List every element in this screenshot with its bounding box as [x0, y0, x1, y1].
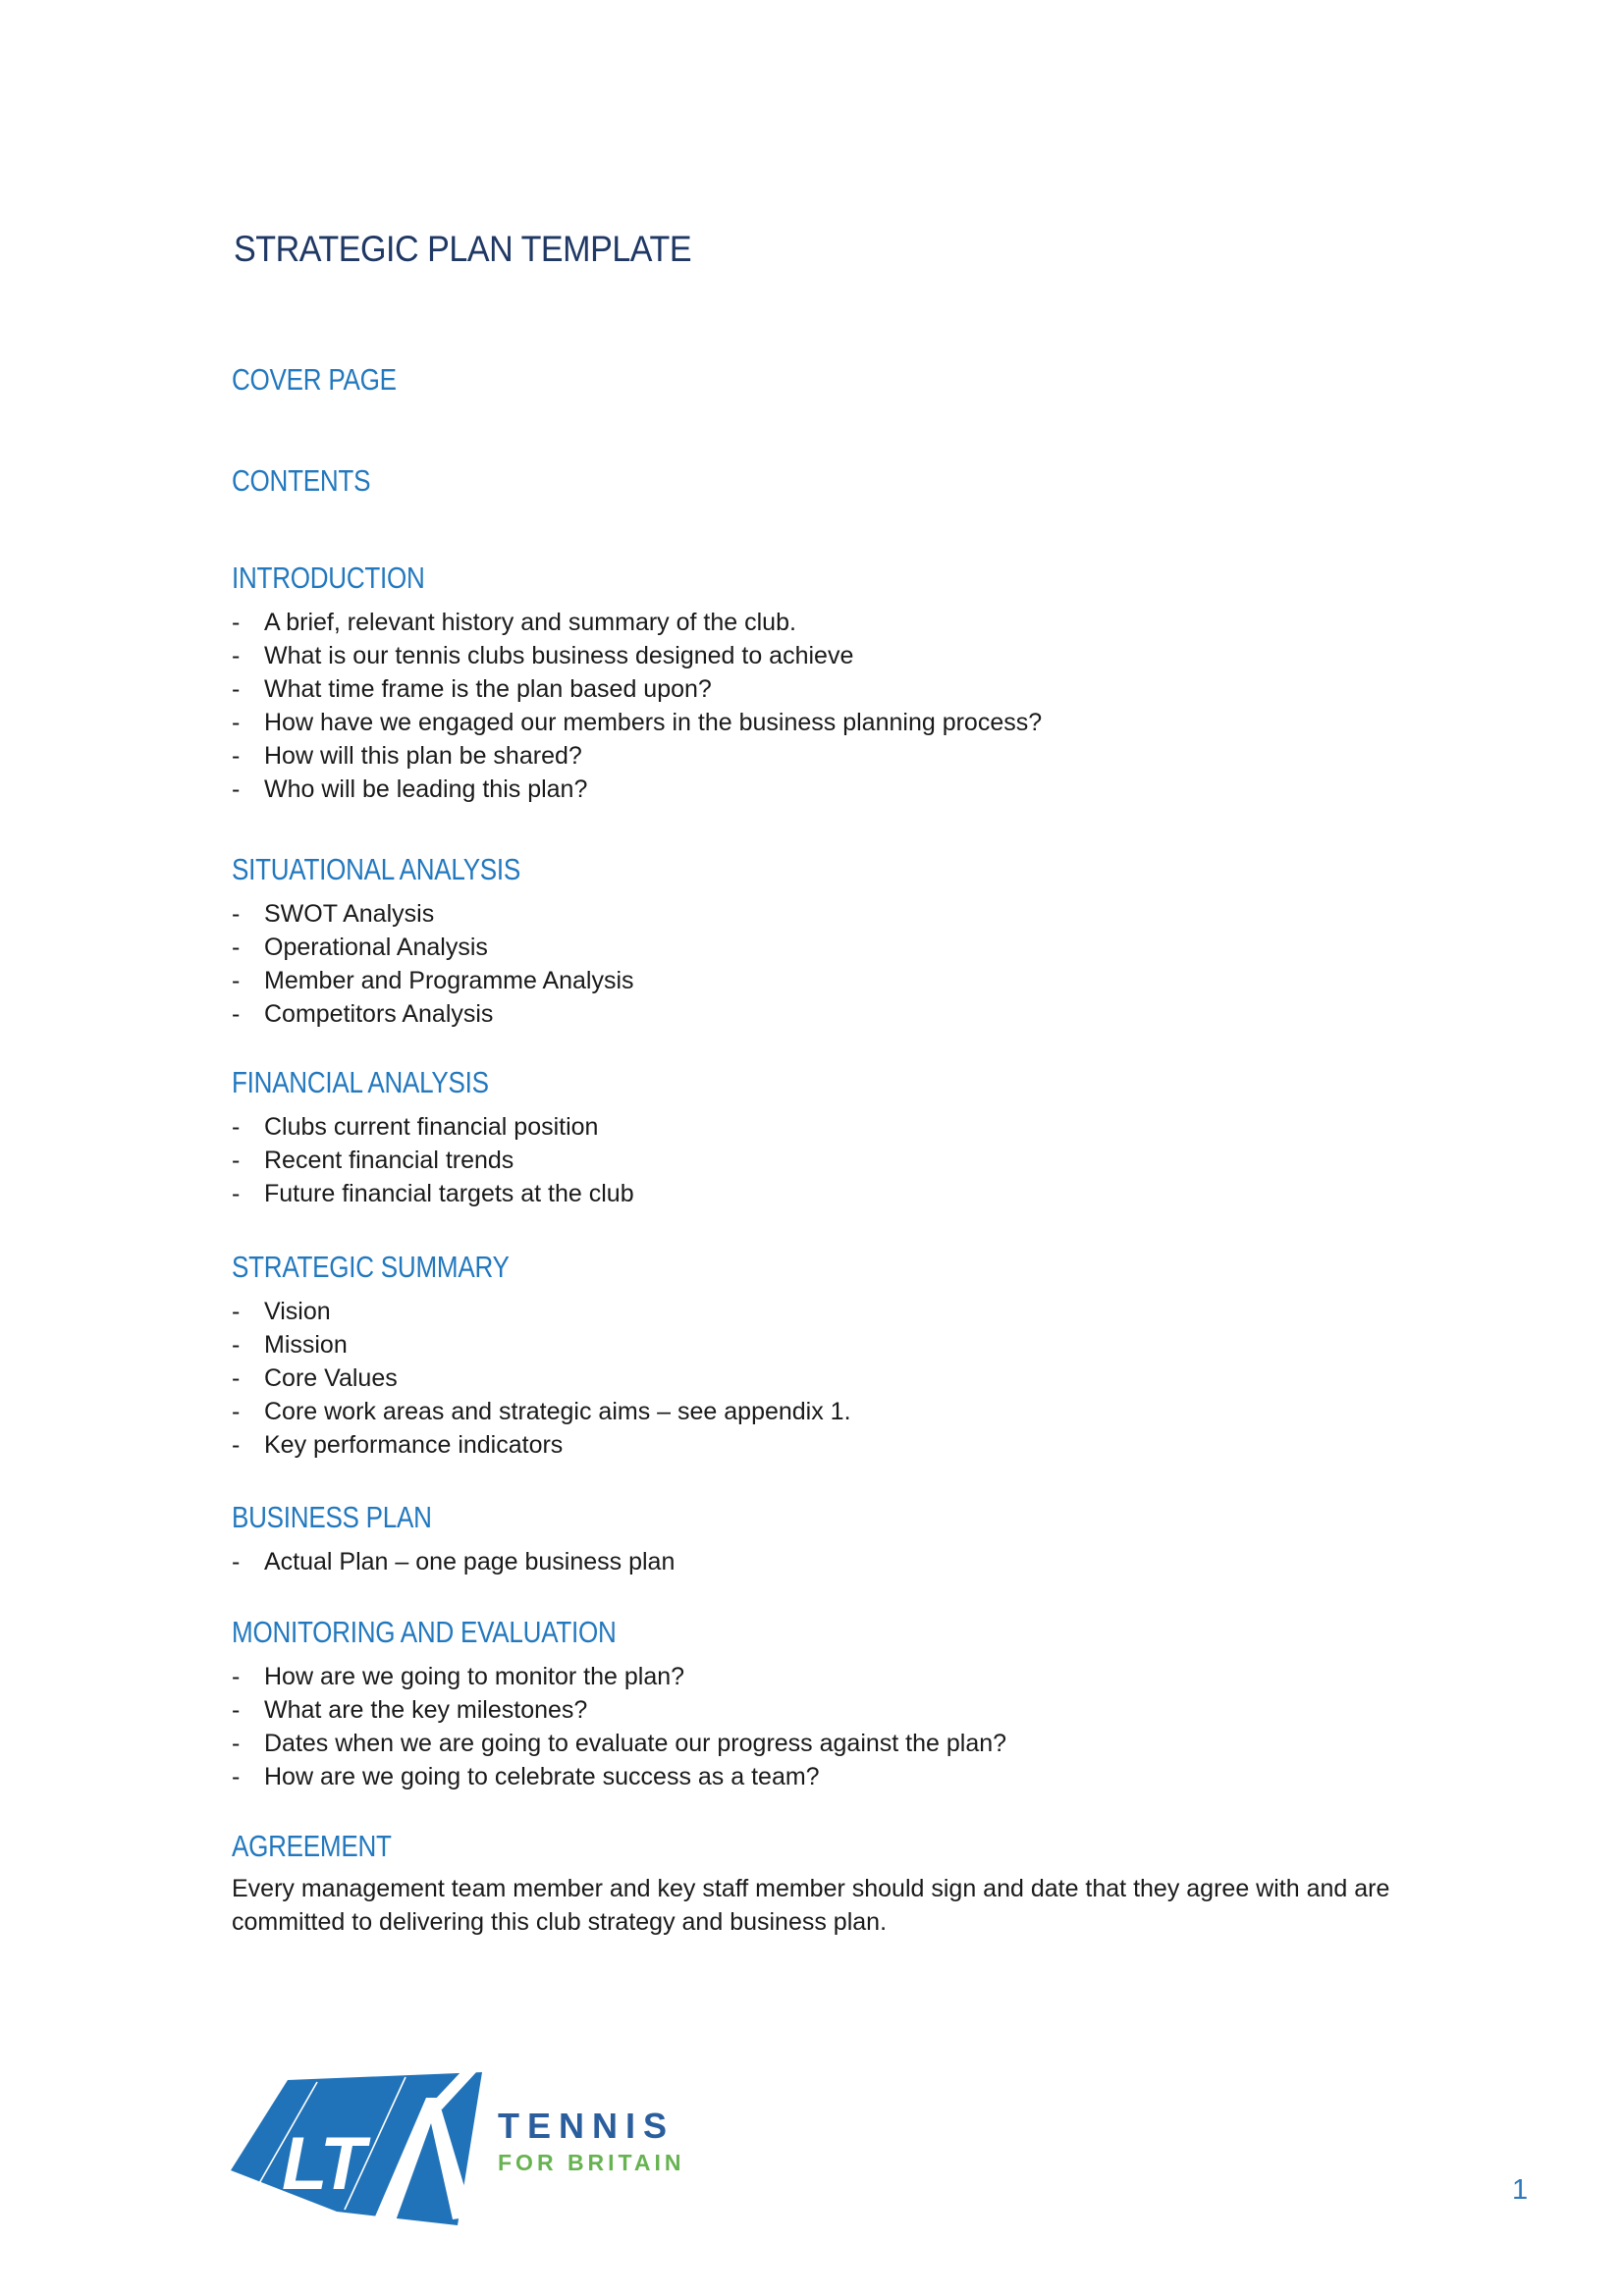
- section-monitoring-and-evaluation: [232, 1614, 1006, 1793]
- bullet-dash: -: [232, 709, 241, 736]
- bullet-text: Actual Plan – one page business plan: [264, 1548, 676, 1575]
- section-heading: COVER PAGE: [232, 362, 397, 397]
- bullet-text: How are we going to monitor the plan?: [264, 1663, 685, 1690]
- bullet-item: [232, 1177, 634, 1210]
- lta-logo-lt-text: LT: [282, 2122, 364, 2206]
- bullet-item: [232, 1760, 1006, 1793]
- section-introduction: [232, 560, 1042, 806]
- bullet-item: [232, 672, 1042, 706]
- section-heading: INTRODUCTION: [232, 561, 425, 595]
- bullet-text: How have we engaged our members in the business planning process?: [264, 709, 1043, 736]
- bullet-dash: -: [232, 1000, 241, 1028]
- bullet-text: What is our tennis clubs business designed to achieve: [264, 642, 854, 669]
- bullet-dash: -: [232, 675, 241, 703]
- page-title: STRATEGIC PLAN TEMPLATE: [234, 229, 692, 269]
- bullet-text: Key performance indicators: [264, 1431, 564, 1459]
- bullet-item: [232, 964, 634, 997]
- bullet-text: Vision: [264, 1298, 331, 1325]
- bullet-text: Core Values: [264, 1364, 398, 1392]
- bullet-item: [232, 639, 1042, 672]
- bullet-item: [232, 1660, 1006, 1693]
- bullet-item: [232, 1428, 851, 1462]
- bullet-dash: -: [232, 1331, 241, 1359]
- bullet-text: Mission: [264, 1331, 348, 1359]
- bullet-text: How will this plan be shared?: [264, 742, 582, 770]
- bullet-dash: -: [232, 1548, 241, 1575]
- section-heading: CONTENTS: [232, 463, 371, 498]
- section-situational-analysis: [232, 851, 634, 1031]
- bullet-text: How are we going to celebrate success as a team?: [264, 1763, 820, 1790]
- bullet-dash: -: [232, 1147, 241, 1174]
- page-number: 1: [1512, 2174, 1529, 2206]
- bullet-item: [232, 1395, 851, 1428]
- bullet-text: Who will be leading this plan?: [264, 775, 588, 803]
- bullet-dash: -: [232, 1298, 241, 1325]
- bullet-item: [232, 997, 634, 1031]
- section-heading: FINANCIAL ANALYSIS: [232, 1065, 489, 1099]
- bullet-text: Future financial targets at the club: [264, 1180, 634, 1207]
- logo-for-britain-text: FOR BRITAIN: [498, 2150, 685, 2175]
- bullet-list: [232, 1295, 851, 1462]
- bullet-dash: -: [232, 642, 241, 669]
- bullet-dash: -: [232, 1364, 241, 1392]
- section-heading: STRATEGIC SUMMARY: [232, 1250, 510, 1284]
- bullet-item: [232, 931, 634, 964]
- bullet-dash: -: [232, 1431, 241, 1459]
- bullet-list: [232, 606, 1042, 806]
- agreement-paragraph: Every management team member and key staff member should sign and date that they agree with and are committed to delivering this club strategy and business plan.: [232, 1875, 1390, 1936]
- lta-logo-mark-icon: [231, 2071, 484, 2228]
- bullet-item: [232, 1545, 675, 1578]
- bullet-dash: -: [232, 609, 241, 636]
- section-financial-analysis: [232, 1064, 634, 1210]
- bullet-item: [232, 1110, 634, 1144]
- bullet-item: [232, 706, 1042, 739]
- bullet-item: [232, 1693, 1006, 1727]
- section-heading: BUSINESS PLAN: [232, 1500, 432, 1534]
- section-heading: SITUATIONAL ANALYSIS: [232, 852, 521, 886]
- bullet-text: What are the key milestones?: [264, 1696, 588, 1724]
- bullet-text: Clubs current financial position: [264, 1113, 599, 1141]
- bullet-item: [232, 1295, 851, 1328]
- bullet-list: [232, 1660, 1006, 1793]
- bullet-list: [232, 1545, 675, 1578]
- bullet-dash: -: [232, 742, 241, 770]
- bullet-list: [232, 897, 634, 1031]
- lta-logo: [231, 2071, 692, 2228]
- bullet-dash: -: [232, 900, 241, 928]
- bullet-item: [232, 606, 1042, 639]
- bullet-text: Dates when we are going to evaluate our progress against the plan?: [264, 1730, 1007, 1757]
- bullet-item: [232, 1328, 851, 1362]
- bullet-item: [232, 1362, 851, 1395]
- bullet-item: [232, 739, 1042, 773]
- bullet-dash: -: [232, 1398, 241, 1425]
- bullet-list: [232, 1110, 634, 1210]
- section-heading: MONITORING AND EVALUATION: [232, 1615, 617, 1649]
- bullet-text: SWOT Analysis: [264, 900, 435, 928]
- bullet-item: [232, 897, 634, 931]
- bullet-item: [232, 1144, 634, 1177]
- bullet-dash: -: [232, 1696, 241, 1724]
- bullet-text: Operational Analysis: [264, 934, 488, 961]
- bullet-text: What time frame is the plan based upon?: [264, 675, 712, 703]
- lta-logo-tagline: [498, 2106, 685, 2175]
- logo-tennis-text: TENNIS: [498, 2106, 676, 2146]
- bullet-text: A brief, relevant history and summary of the club.: [264, 609, 796, 636]
- bullet-item: [232, 1727, 1006, 1760]
- bullet-dash: -: [232, 1730, 241, 1757]
- bullet-dash: -: [232, 1113, 241, 1141]
- bullet-dash: -: [232, 775, 241, 803]
- section-agreement: [232, 1828, 1425, 1939]
- section-heading: AGREEMENT: [232, 1829, 392, 1863]
- bullet-text: Member and Programme Analysis: [264, 967, 634, 994]
- bullet-text: Recent financial trends: [264, 1147, 514, 1174]
- bullet-dash: -: [232, 967, 241, 994]
- section-business-plan: [232, 1499, 675, 1578]
- bullet-dash: -: [232, 1663, 241, 1690]
- section-contents: [232, 462, 397, 500]
- section-cover-page: [232, 361, 428, 399]
- bullet-dash: -: [232, 1180, 241, 1207]
- section-strategic-summary: [232, 1249, 851, 1462]
- bullet-text: Core work areas and strategic aims – see appendix 1.: [264, 1398, 851, 1425]
- bullet-dash: -: [232, 1763, 241, 1790]
- bullet-dash: -: [232, 934, 241, 961]
- bullet-item: [232, 773, 1042, 806]
- bullet-text: Competitors Analysis: [264, 1000, 494, 1028]
